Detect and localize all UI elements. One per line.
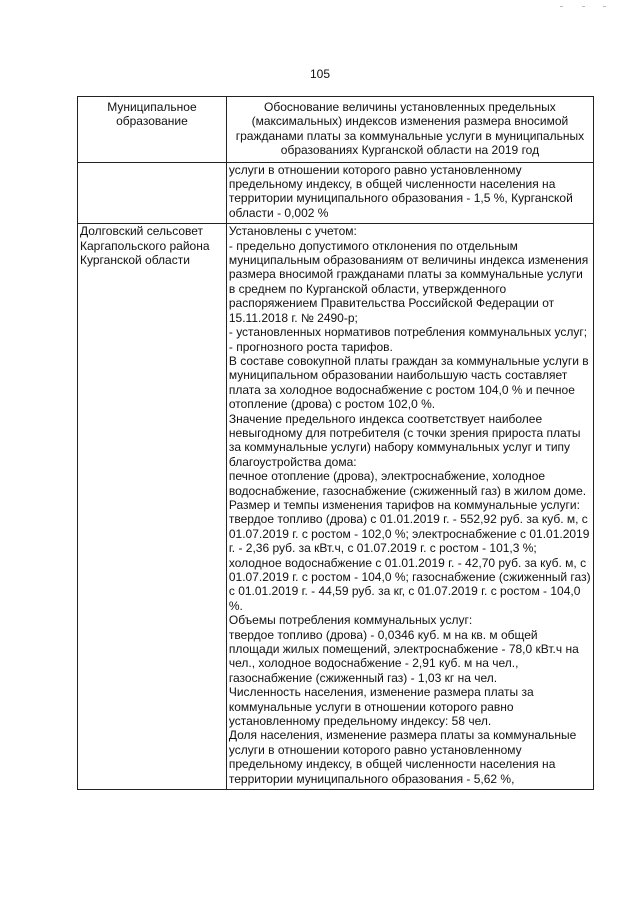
paragraph-norms: - установленных нормативов потребления коммунальных услуг;	[228, 325, 588, 340]
paragraph-tariffs-heading: Размер и темпы изменения тарифов на коммунальные услуги:	[228, 497, 580, 512]
paragraph-population-share: Доля населения, изменение размера платы за коммунальные услуги в отношении которого равно установленному предельному индексу, в общей численности населения на территории муниципального образования - 5,62 %,	[228, 728, 577, 786]
paragraph-intro: Установлены с учетом:	[228, 224, 357, 239]
paragraph-tariffs: твердое топливо (дрова) с 01.01.2019 г. - 552,92 руб. за куб. м, с 01.07.2019 г. с ростом - 102,0 %; электроснабжение с 01.01.2019 г. - 2,36 руб. за кВт.ч, с 01.07.2019 г. с ростом - 101,3 %; холодное водоснабжение с 01.01.2019 г. - 42,70 руб. за куб. м, с 01.07.2019 г. с ростом - 104,0 %; газоснабжение (сжиженный газ) с 01.01.2019 г. - 44,59 руб. за кг, с 01.07.2019 г. с ростом - 104,0 %.	[228, 512, 591, 613]
paragraph-population: Численность населения, изменение размера платы за коммунальные услуги в отношении которого равно установленному предельному индексу: 58 чел.	[228, 685, 534, 729]
continuation-municipality-cell	[78, 162, 227, 224]
paragraph-structure: В составе совокупной платы граждан за коммунальные услуги в муниципальном образовании наибольшую часть составляет плата за холодное водоснабжение с ростом 104,0 % и печное отопление (дрова) с ростом 102,0 %.	[228, 353, 589, 412]
header-justification: Обоснование величины установленных предельных (максимальных) индексов изменения размера вносимой гражданами платы за коммунальные услуги в муниципальных образованиях Курганской области на 2019 год	[226, 97, 593, 163]
paragraph-tariff-growth: - прогнозного роста тарифов.	[228, 339, 393, 354]
continuation-text: услуги в отношении которого равно установленному предельному индексу, в общей численности населения на территории муниципального образования - 1,5 %, Курганской области - 0,002 %	[226, 162, 593, 224]
paragraph-volumes: твердое топливо (дрова) - 0,0346 куб. м на кв. м общей площади жилых помещений, электроснабжение - 78,0 кВт.ч на чел., холодное водоснабжение - 2,91 куб. м на чел., газоснабжение (сжиженный газ) - 1,03 кг на чел.	[228, 627, 579, 685]
paragraph-deviation: - предельно допустимого отклонения по отдельным муниципальным образованиям от величины индекса изменения размера вносимой гражданами платы за коммунальные услуги в среднем по Курганской области, утвержденного распоряжением Правительства Российской Федерации от 15.11.2018 г. № 2490-р;	[228, 238, 589, 325]
page-number: 105	[309, 67, 331, 81]
scan-speck	[582, 6, 585, 7]
justification-table	[77, 96, 594, 790]
paragraph-volumes-heading: Объемы потребления коммунальных услуг:	[228, 613, 473, 628]
scan-speck	[603, 6, 606, 7]
scan-speck	[560, 6, 563, 7]
municipality-name: Долговский сельсовет Каргапольского района Курганской области	[78, 224, 227, 790]
justification-cell	[226, 224, 593, 790]
table-row-continuation	[78, 162, 594, 224]
paragraph-index-value: Значение предельного индекса соответствует наиболее невыгодному для потребителя (с точки зрения прироста платы за коммунальные услуги) набору коммунальных услуг и типу благоустройства дома:	[228, 411, 581, 469]
paragraph-housing-type: печное отопление (дрова), электроснабжение, холодное водоснабжение, газоснабжение (сжиженный газ) в жилом доме.	[228, 469, 587, 498]
header-municipality: Муниципальное образование	[78, 97, 227, 163]
table-header-row	[78, 97, 594, 163]
table-row	[78, 224, 594, 790]
